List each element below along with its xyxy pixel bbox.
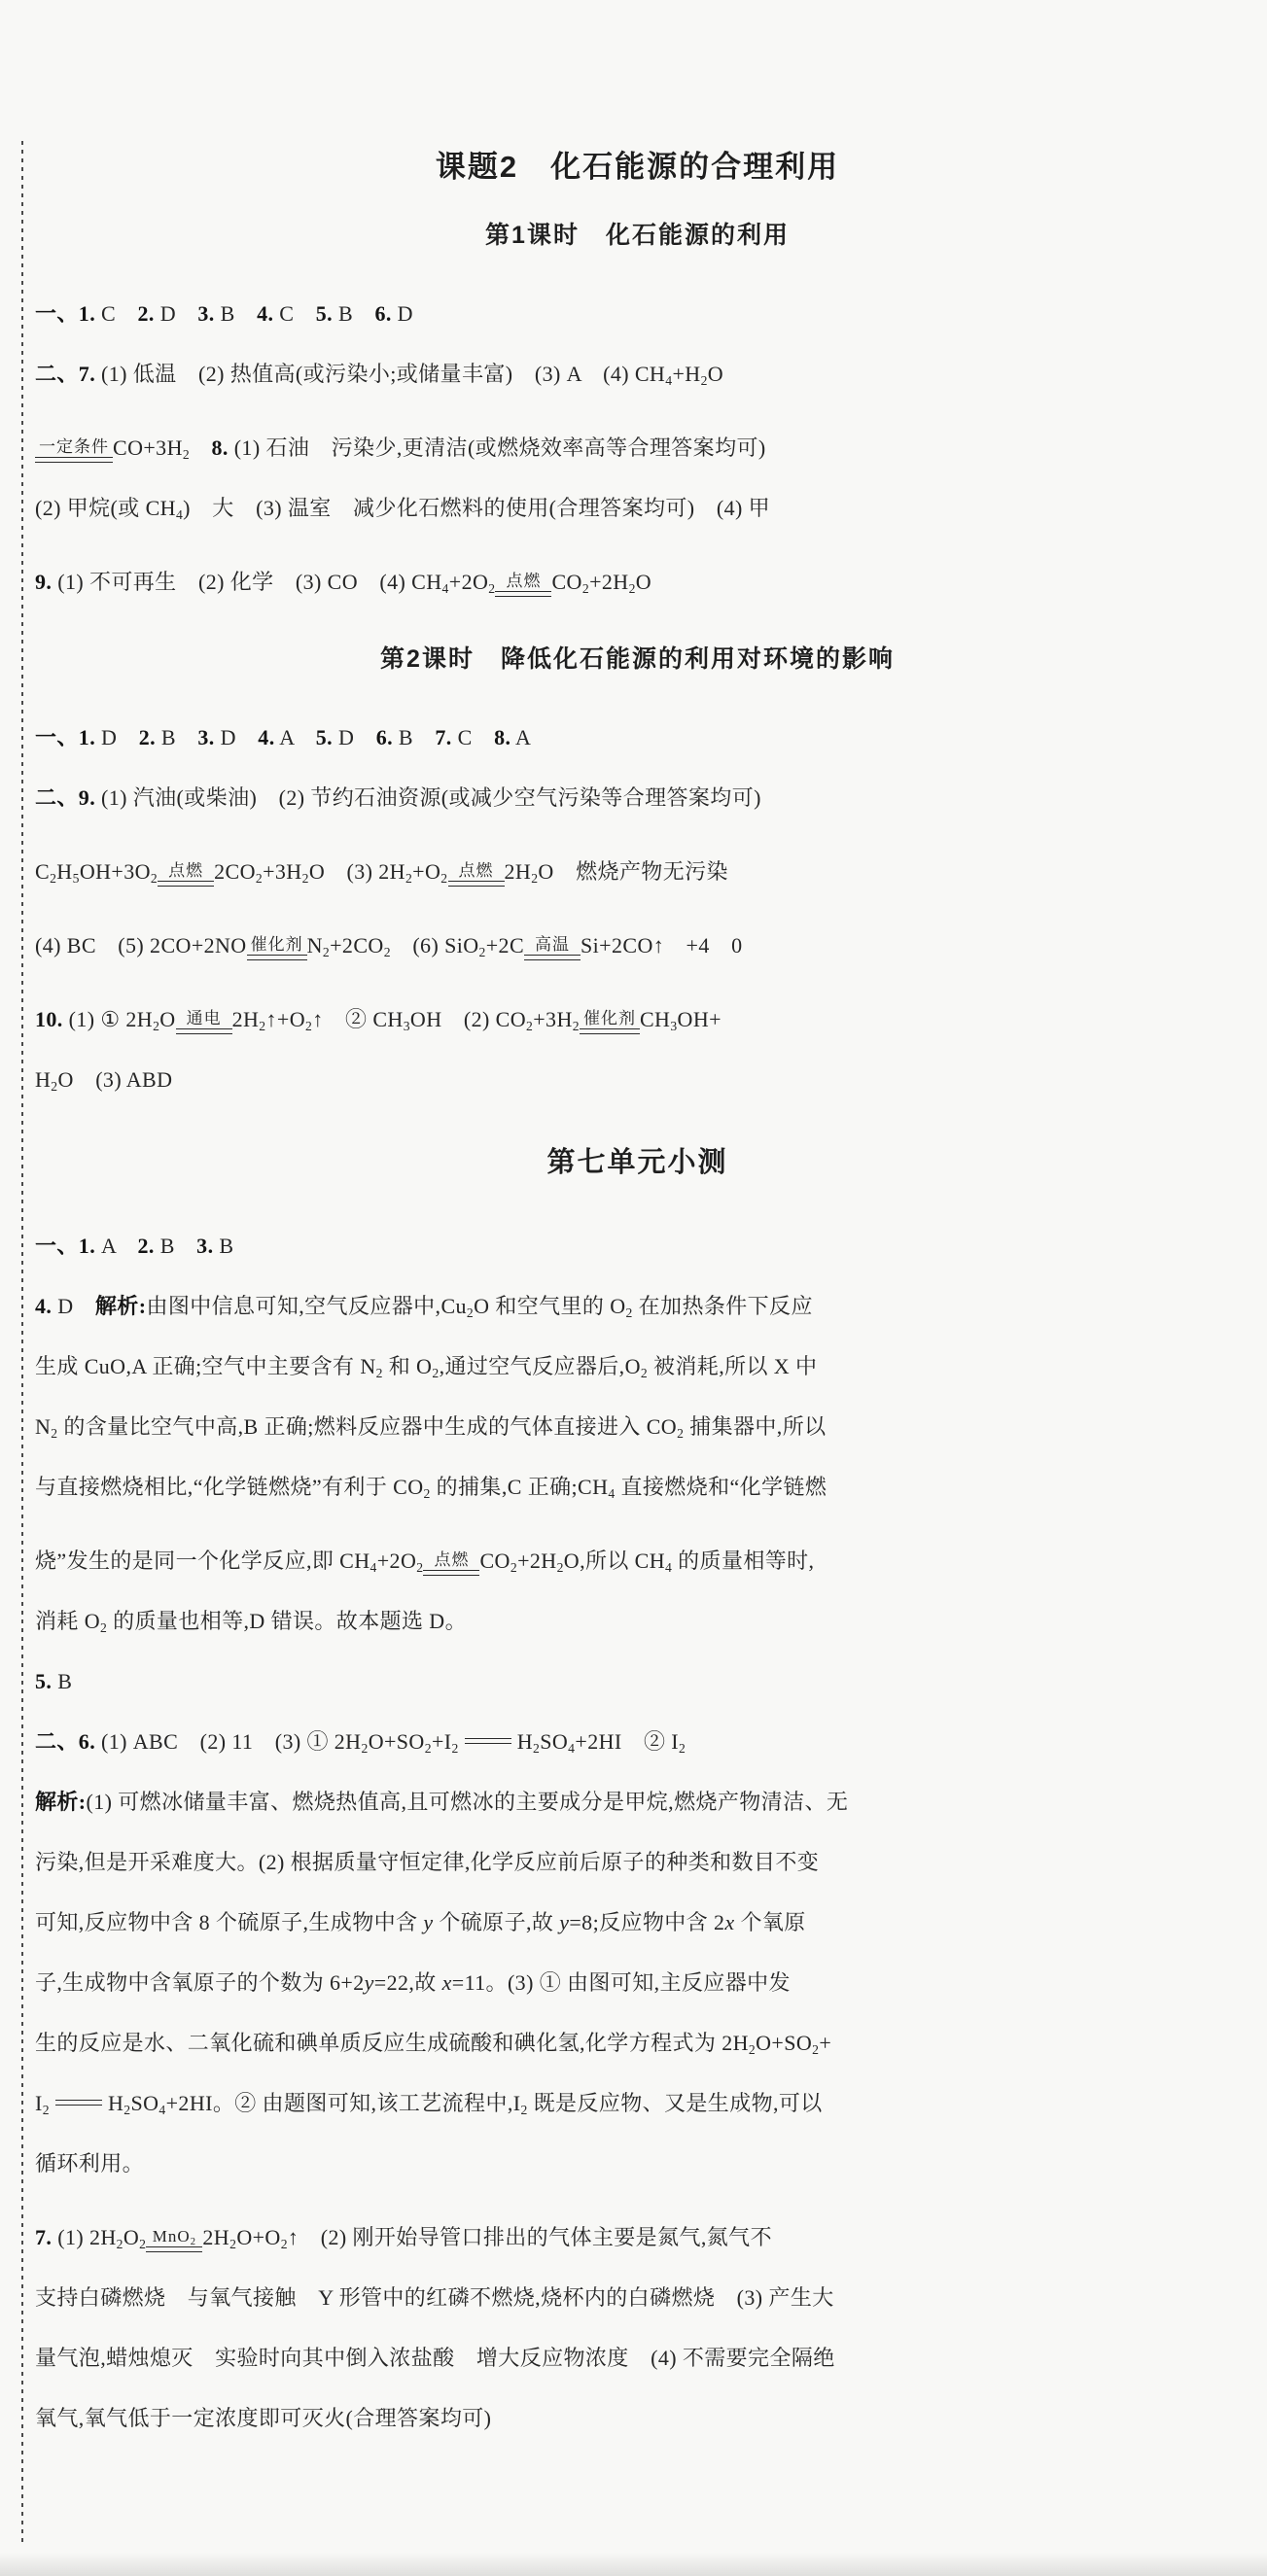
reaction-condition: 催化剂 <box>582 1009 636 1027</box>
sections-container <box>35 218 1240 2449</box>
subscript: 2 <box>533 1740 541 1756</box>
answer-line: 一、1. A 2. B 3. B <box>35 1234 234 1258</box>
subscript: 2 <box>581 580 590 596</box>
bold-text: 2. <box>138 725 157 749</box>
subscript: 2 <box>301 870 309 886</box>
reaction-condition: 高温 <box>535 935 571 954</box>
bold-text: 2. <box>137 301 155 326</box>
math-variable: x <box>724 1910 735 1934</box>
reaction-condition: 点燃 <box>458 861 494 880</box>
subscript: 2 <box>440 870 448 886</box>
bold-text: 5. <box>315 725 334 749</box>
chapter-title: 课题2 化石能源的合理利用 <box>435 150 840 184</box>
subscript: 4 <box>568 1740 576 1756</box>
reaction-condition: 通电 <box>186 1009 222 1027</box>
subscript: 2 <box>416 1559 424 1575</box>
bold-text: 6. <box>375 725 393 749</box>
subscript: 2 <box>42 2102 50 2117</box>
math-variable: y <box>423 1910 434 1934</box>
double-line <box>176 1028 232 1034</box>
subscript: 2 <box>466 1305 475 1320</box>
subscript: 2 <box>526 1018 534 1033</box>
reaction-condition: 点燃 <box>168 861 204 880</box>
answer-line: 4. D 解析:由图中信息可知,空气反应器中$,Cu_2O$ 和空气里的 $O_2$ 在加热条件下反应 <box>35 1294 813 1320</box>
bold-text: 5. <box>315 301 334 326</box>
answer-line: 一、1. D 2. B 3. D 4. A 5. D 6. B 7. C 8. A <box>35 725 532 749</box>
answer-line: 与直接燃烧相比,“化学链燃烧”有利于 $CO_2$ 的捕集,C 正确$;CH_4$ 直接燃烧和“化学链燃 <box>35 1475 827 1501</box>
equals-double-line <box>465 1738 511 1744</box>
double-line <box>423 1570 479 1576</box>
subscript: 2 <box>510 1559 518 1575</box>
subscript: 2 <box>280 2236 288 2251</box>
bold-text: 2. <box>137 1234 155 1258</box>
answer-line: 7. (1) $2H_2O_2$ MnO$_2$ $2H_2O+O_2↑$ (2) 刚开始导管口排出的气体主要是氮气,氮气不 <box>35 2225 772 2251</box>
subscript: 2 <box>51 1078 58 1094</box>
bold-text: 3. <box>196 1234 214 1258</box>
subscript: 2 <box>116 2236 123 2251</box>
answer-line: 消耗 $O_2$ 的质量也相等,D 错误。故本题选 D。 <box>35 1609 467 1635</box>
answer-line: 子,生成物中含氧原子的个数为 6+2y=22,故 x=11。(3) ① 由图可知,主反应器中发 <box>35 1970 791 1995</box>
subscript: 2 <box>100 1619 108 1635</box>
subscript: 2 <box>432 1365 440 1380</box>
math-variable: y <box>364 1970 374 1995</box>
subscript: 2 <box>531 870 539 886</box>
subscript: 2 <box>677 1425 685 1441</box>
answer-line: 循环利用。 <box>35 2151 145 2176</box>
page-margin-divider <box>21 141 23 2545</box>
subscript: 2 <box>625 1305 633 1320</box>
bold-text: 6. <box>374 301 392 326</box>
answer-line: 生的反应是水、二氧化硫和碘单质反应生成硫酸和碘化氢,化学方程式为 $2H_2O+SO_2+$ <box>35 2031 832 2057</box>
bold-text: 解析: <box>35 1790 87 1814</box>
subscript: 2 <box>153 1018 160 1033</box>
answer-line: 5. B <box>35 1669 73 1693</box>
double-line <box>158 881 214 887</box>
reaction-condition: MnO$_2$ <box>152 2227 196 2247</box>
answers-content <box>35 146 1240 2449</box>
answer-line: 一、1. C 2. D 3. B 4. C 5. B 6. D <box>35 301 413 326</box>
subscript: 2 <box>488 580 496 596</box>
answer-line: 解析:(1) 可燃冰储量丰富、燃烧热值高,且可燃冰的主要成分是甲烷,燃烧产物清洁、无 <box>35 1790 849 1814</box>
subscript: 2 <box>229 2236 237 2251</box>
double-line <box>448 881 505 887</box>
answer-line: 污染,但是开采难度大。(2) 根据质量守恒定律,化学反应前后原子的种类和数目不变 <box>35 1850 820 1874</box>
bold-text: 二、6. <box>35 1729 96 1754</box>
bold-text: 4. <box>257 301 274 326</box>
bold-text: 7. <box>435 725 452 749</box>
reaction-equals <box>580 1009 640 1034</box>
subscript: 4 <box>370 1559 377 1575</box>
bold-text: 一、1. <box>35 301 96 326</box>
double-line <box>580 1028 640 1034</box>
answer-line: (2) 甲烷(或 $CH_4$) 大 (3) 温室 减少化石燃料的使用(合理答案均可) (4) 甲 <box>35 496 771 522</box>
bold-text: 7. <box>35 2225 53 2249</box>
subscript: 2 <box>451 1740 459 1756</box>
answer-line: 生成 CuO,A 正确;空气中主要含有 $N_2$ 和 $O_2$,通过空气反应器后$,O_2$ 被消耗,所以 X 中 <box>35 1354 818 1380</box>
reaction-condition: 催化剂 <box>250 935 303 954</box>
answer-line: 二、9. (1) 汽油(或柴油) (2) 节约石油资源(或减少空气污染等合理答案均可) <box>35 785 761 810</box>
subscript: 2 <box>150 870 158 886</box>
subscript: 2 <box>259 1018 266 1033</box>
subscript: 2 <box>640 1365 649 1380</box>
subscript: 4 <box>175 506 184 522</box>
answer-line: 烧”发生的是同一个化学反应,即 $CH_4+2O_2$ 点燃 $CO_2+2H_2O$,所以 $CH_4$ 的质量相等时, <box>35 1549 815 1575</box>
reaction-equals <box>247 935 307 960</box>
double-line <box>146 2246 202 2252</box>
bold-text: 8. <box>494 725 511 749</box>
answer-line: 10. (1) ① $2H_2O$ 通电 $2H_2↑+O_2↑$ ② $CH_3OH$ (2) $CO_2+3H_2$ 催化剂 $CH_3OH+$ <box>35 1007 721 1033</box>
reaction-condition: 一定条件 <box>39 437 109 456</box>
answer-line: (4) BC (5) 2CO+2NO 催化剂 $N_2+2CO_2$ (6) SiO$_2$+2C 高温 Si+2CO↑ +4 0 <box>35 933 743 959</box>
answer-line: 一定条件 $CO+3H_2$ 8. (1) 石油 污染少,更清洁(或燃烧效率高等合理答案均可) <box>35 418 1240 478</box>
answer-line: 二、7. (1) 低温 (2) 热值高(或污染小;或储量丰富) (3) A (4) $CH_4+H_2O$ <box>35 362 724 388</box>
subscript: 2 <box>812 2041 820 2057</box>
bold-text: 9. <box>35 570 53 594</box>
bold-text: 8. <box>211 435 229 460</box>
reaction-equals <box>423 1550 479 1576</box>
subscript: 2 <box>572 1018 580 1033</box>
reaction-condition: 点燃 <box>434 1550 470 1569</box>
subscript: 2 <box>556 1559 564 1575</box>
subscript: 2 <box>405 870 413 886</box>
reaction-equals <box>495 572 551 597</box>
bold-text: 4. <box>35 1294 53 1318</box>
bold-text: 5. <box>35 1669 53 1693</box>
subscript: 3 <box>403 1018 410 1033</box>
section-heading: 第1课时 化石能源的利用 <box>485 222 790 249</box>
subscript: 2 <box>305 1018 313 1033</box>
bold-text: 二、9. <box>35 785 96 810</box>
math-variable: x <box>441 1970 452 1995</box>
subscript: 2 <box>123 2102 131 2117</box>
bold-text: 3. <box>197 301 215 326</box>
subscript: 2 <box>478 944 486 959</box>
subscript: 2 <box>383 944 391 959</box>
reaction-equals <box>176 1009 232 1034</box>
answer-line: 可知,反应物中含 8 个硫原子,生成物中含 y 个硫原子,故 y=8;反应物中含 2x 个氧原 <box>35 1910 806 1934</box>
subscript: 2 <box>50 870 57 886</box>
double-line <box>495 591 551 597</box>
subscript: 2 <box>700 372 708 388</box>
answer-line: 二、6. (1) ABC (2) 11 (3) ① $2H_2O+SO_2+I_2$ $H_2SO_4+2HI$ ② $I_2$ <box>35 1729 686 1756</box>
double-line <box>524 955 581 960</box>
bold-text: 解析: <box>94 1294 147 1318</box>
answer-line: $I_2$ $H_2SO_4+2HI$。② 由题图可知,该工艺流程中$,I_2$ 既是反应物、又是生成物,可以 <box>35 2091 823 2117</box>
answer-line: $H_2O$ (3) ABD <box>35 1067 173 1094</box>
answer-line: 量气泡,蜡烛熄灭 实验时向其中倒入浓盐酸 增大反应物浓度 (4) 不需要完全隔绝 <box>35 2346 835 2370</box>
subscript: 4 <box>608 1485 616 1501</box>
bold-text: 4. <box>258 725 275 749</box>
subscript: 4 <box>158 2102 166 2117</box>
subscript: 5 <box>72 870 80 886</box>
subscript: 2 <box>424 1740 432 1756</box>
reaction-equals <box>35 437 113 463</box>
subscript: 2 <box>139 2236 147 2251</box>
bold-text: 3. <box>197 725 215 749</box>
bold-text: 一、1. <box>35 1234 96 1258</box>
page-edge-shadow <box>0 2553 1267 2576</box>
reaction-equals <box>158 861 214 887</box>
reaction-condition: 点燃 <box>506 572 542 590</box>
equals-double-line <box>55 2100 102 2106</box>
subscript: 2 <box>520 2102 528 2117</box>
reaction-equals <box>524 935 581 960</box>
subscript: 2 <box>51 1425 58 1441</box>
bold-text: 一、1. <box>35 725 96 749</box>
double-line <box>35 457 113 463</box>
subscript: 3 <box>670 1018 678 1033</box>
subscript: 2 <box>190 2236 196 2247</box>
subscript: 4 <box>441 580 449 596</box>
subscript: 2 <box>322 944 331 959</box>
bold-text: 10. <box>35 1007 63 1031</box>
subscript: 2 <box>182 446 191 462</box>
subscript: 2 <box>375 1365 383 1380</box>
subscript: 2 <box>628 580 636 596</box>
reaction-equals <box>448 861 505 887</box>
answer-line: 9. (1) 不可再生 (2) 化学 (3) CO (4) $CH_4+2O_2$ 点燃 $CO_2+2H_2O$ <box>35 570 652 596</box>
answer-line: $C_2H_5OH+3O_2$ 点燃 $2CO_2+3H_2O$ (3) $2H_2+O_2$ 点燃 $2H_2O$ 燃烧产物无污染 <box>35 859 728 886</box>
reaction-equals <box>146 2227 202 2252</box>
math-variable: y <box>559 1910 570 1934</box>
answer-line: 氧气,氧气低于一定浓度即可灭火(合理答案均可) <box>35 2406 492 2430</box>
subscript: 4 <box>665 372 673 388</box>
answer-line: 支持白磷燃烧 与氧气接触 Y 形管中的红磷不燃烧,烧杯内的白磷燃烧 (3) 产生大 <box>35 2285 834 2310</box>
subscript: 2 <box>361 1740 369 1756</box>
subscript: 2 <box>679 1740 686 1756</box>
bold-text: 二、7. <box>35 362 96 386</box>
subscript: 4 <box>665 1559 673 1575</box>
subscript: 2 <box>255 870 264 886</box>
section-heading: 第2课时 降低化石能源的利用对环境的影响 <box>380 645 895 673</box>
double-line <box>247 955 307 960</box>
subscript: 2 <box>748 2041 757 2057</box>
subscript: 2 <box>423 1485 431 1501</box>
answer-line: $N_2$ 的含量比空气中高,B 正确;燃料反应器中生成的气体直接进入 $CO_2$ 捕集器中,所以 <box>35 1414 827 1441</box>
section-heading: 第七单元小测 <box>546 1147 728 1178</box>
